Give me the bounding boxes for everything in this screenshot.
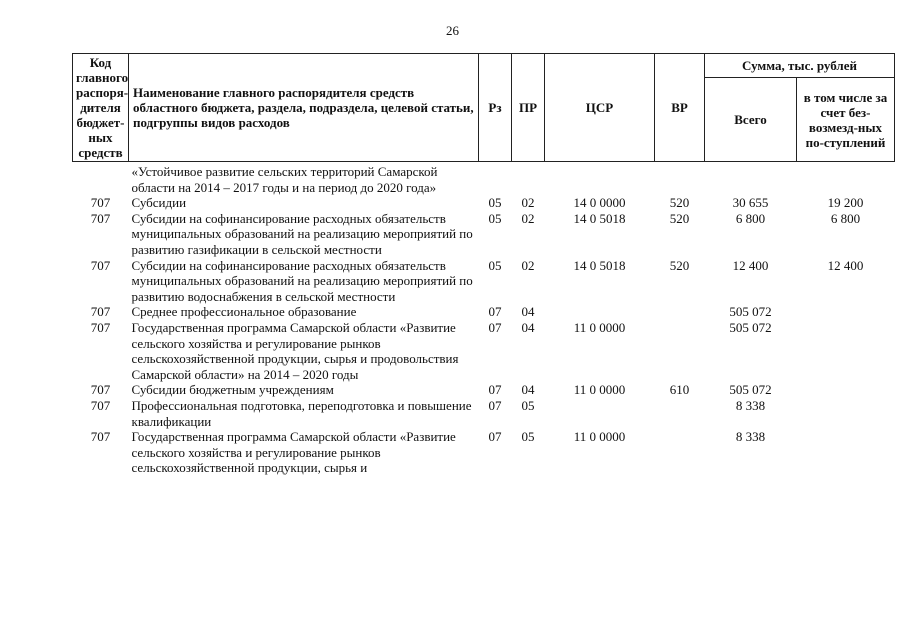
page-number: 26	[446, 23, 459, 38]
cell-name: Субсидии бюджетным учреждениям	[131, 382, 334, 398]
cell-incl	[797, 398, 895, 429]
cell-vr	[655, 162, 705, 196]
cell-csr: 14 0 0000	[573, 195, 626, 211]
cell-code: 707	[90, 382, 111, 398]
cell-incl: 6 800	[830, 210, 861, 226]
table-row	[73, 398, 895, 429]
cell-incl: 19 200	[827, 195, 864, 211]
cell-pr: 02	[521, 257, 535, 273]
cell-name: Государственная программа Самарской области «Развитие сельского хозяйства и регулирование рынков сельскохозяйственной продукции, сырья и продовольствия Самарской области» на 2014 – 2020 годы	[131, 319, 459, 382]
cell-csr	[545, 398, 655, 429]
cell-csr: 11 0 0000	[573, 382, 626, 398]
cell-code: 707	[90, 429, 111, 445]
header-incl: в том числе за счет без-возмезд-ных по-ступлений	[797, 78, 895, 162]
cell-csr: 11 0 0000	[573, 429, 626, 445]
header-name: Наименование главного распорядителя средств областного бюджета, раздела, подраздела, целевой статьи, подгруппы видов расходов	[129, 54, 479, 162]
cell-incl	[797, 429, 895, 476]
table-row	[73, 211, 895, 258]
cell-incl	[797, 162, 895, 196]
cell-vr: 520	[669, 257, 690, 273]
cell-total: 8 338	[735, 397, 766, 413]
cell-csr: 14 0 5018	[573, 210, 626, 226]
cell-pr: 02	[521, 210, 535, 226]
cell-pr: 04	[521, 319, 535, 335]
cell-total: 8 338	[735, 429, 766, 445]
header-pr: ПР	[512, 54, 545, 162]
cell-total: 12 400	[732, 257, 769, 273]
header-vr: ВР	[655, 54, 705, 162]
cell-incl	[797, 320, 895, 382]
cell-code: 707	[90, 319, 111, 335]
cell-csr: 14 0 5018	[573, 257, 626, 273]
table-row	[73, 258, 895, 305]
cell-code: 707	[90, 304, 111, 320]
cell-csr	[545, 304, 655, 320]
header-code: Код главного распоря-дителя бюджет-ных средств	[73, 54, 129, 162]
cell-csr	[545, 162, 655, 196]
cell-vr	[655, 398, 705, 429]
cell-code: 707	[90, 210, 111, 226]
table-header	[73, 54, 895, 162]
table-row	[73, 429, 895, 476]
cell-rz: 05	[488, 210, 502, 226]
cell-rz: 05	[488, 195, 502, 211]
cell-name: Среднее профессиональное образование	[131, 304, 357, 320]
cell-csr: 11 0 0000	[573, 319, 626, 335]
cell-code: 707	[90, 397, 111, 413]
cell-pr: 04	[521, 304, 535, 320]
cell-total: 505 072	[729, 319, 772, 335]
cell-name: «Устойчивое развитие сельских территорий Самарской области на 2014 – 2017 годы и на период до 2020 года»	[131, 164, 438, 195]
cell-name: Субсидии	[131, 195, 187, 211]
budget-expense-table	[72, 53, 895, 476]
table-row	[73, 162, 895, 196]
cell-pr	[512, 162, 545, 196]
header-total: Всего	[705, 78, 797, 162]
table-row	[73, 195, 895, 211]
cell-name: Профессиональная подготовка, переподготовка и повышение квалификации	[131, 397, 472, 429]
cell-rz	[479, 162, 512, 196]
header-rz: Рз	[479, 54, 512, 162]
cell-total: 6 800	[735, 210, 766, 226]
cell-code	[73, 162, 129, 196]
cell-incl	[797, 304, 895, 320]
cell-code: 707	[90, 257, 111, 273]
cell-name: Субсидии на софинансирование расходных обязательств муниципальных образований на реализацию мероприятий по развитию газификации в сельской местности	[131, 210, 473, 257]
cell-rz: 07	[488, 304, 502, 320]
cell-rz: 07	[488, 397, 502, 413]
cell-incl: 12 400	[827, 257, 864, 273]
cell-pr: 04	[521, 382, 535, 398]
cell-total: 505 072	[729, 382, 772, 398]
table-row	[73, 304, 895, 320]
cell-incl	[797, 382, 895, 398]
cell-vr: 520	[669, 210, 690, 226]
cell-vr	[655, 429, 705, 476]
header-csr: ЦСР	[545, 54, 655, 162]
cell-vr: 520	[669, 195, 690, 211]
table-body	[73, 162, 895, 476]
cell-code: 707	[90, 195, 111, 211]
cell-rz: 07	[488, 429, 502, 445]
cell-vr	[655, 304, 705, 320]
table-row	[73, 320, 895, 382]
cell-vr	[655, 320, 705, 382]
cell-rz: 07	[488, 382, 502, 398]
cell-pr: 05	[521, 429, 535, 445]
header-sum: Сумма, тыс. рублей	[705, 54, 895, 78]
cell-rz: 05	[488, 257, 502, 273]
cell-rz: 07	[488, 319, 502, 335]
cell-pr: 02	[521, 195, 535, 211]
cell-total: 30 655	[732, 195, 769, 211]
cell-vr: 610	[669, 382, 690, 398]
cell-total: 505 072	[729, 304, 772, 320]
cell-pr: 05	[521, 397, 535, 413]
cell-total	[705, 162, 797, 196]
cell-name: Государственная программа Самарской области «Развитие сельского хозяйства и регулирование рынков сельскохозяйственной продукции, сырья и	[131, 429, 456, 476]
table-row	[73, 382, 895, 398]
cell-name: Субсидии на софинансирование расходных обязательств муниципальных образований на реализацию мероприятий по развитию водоснабжения в сельской местности	[131, 257, 473, 304]
